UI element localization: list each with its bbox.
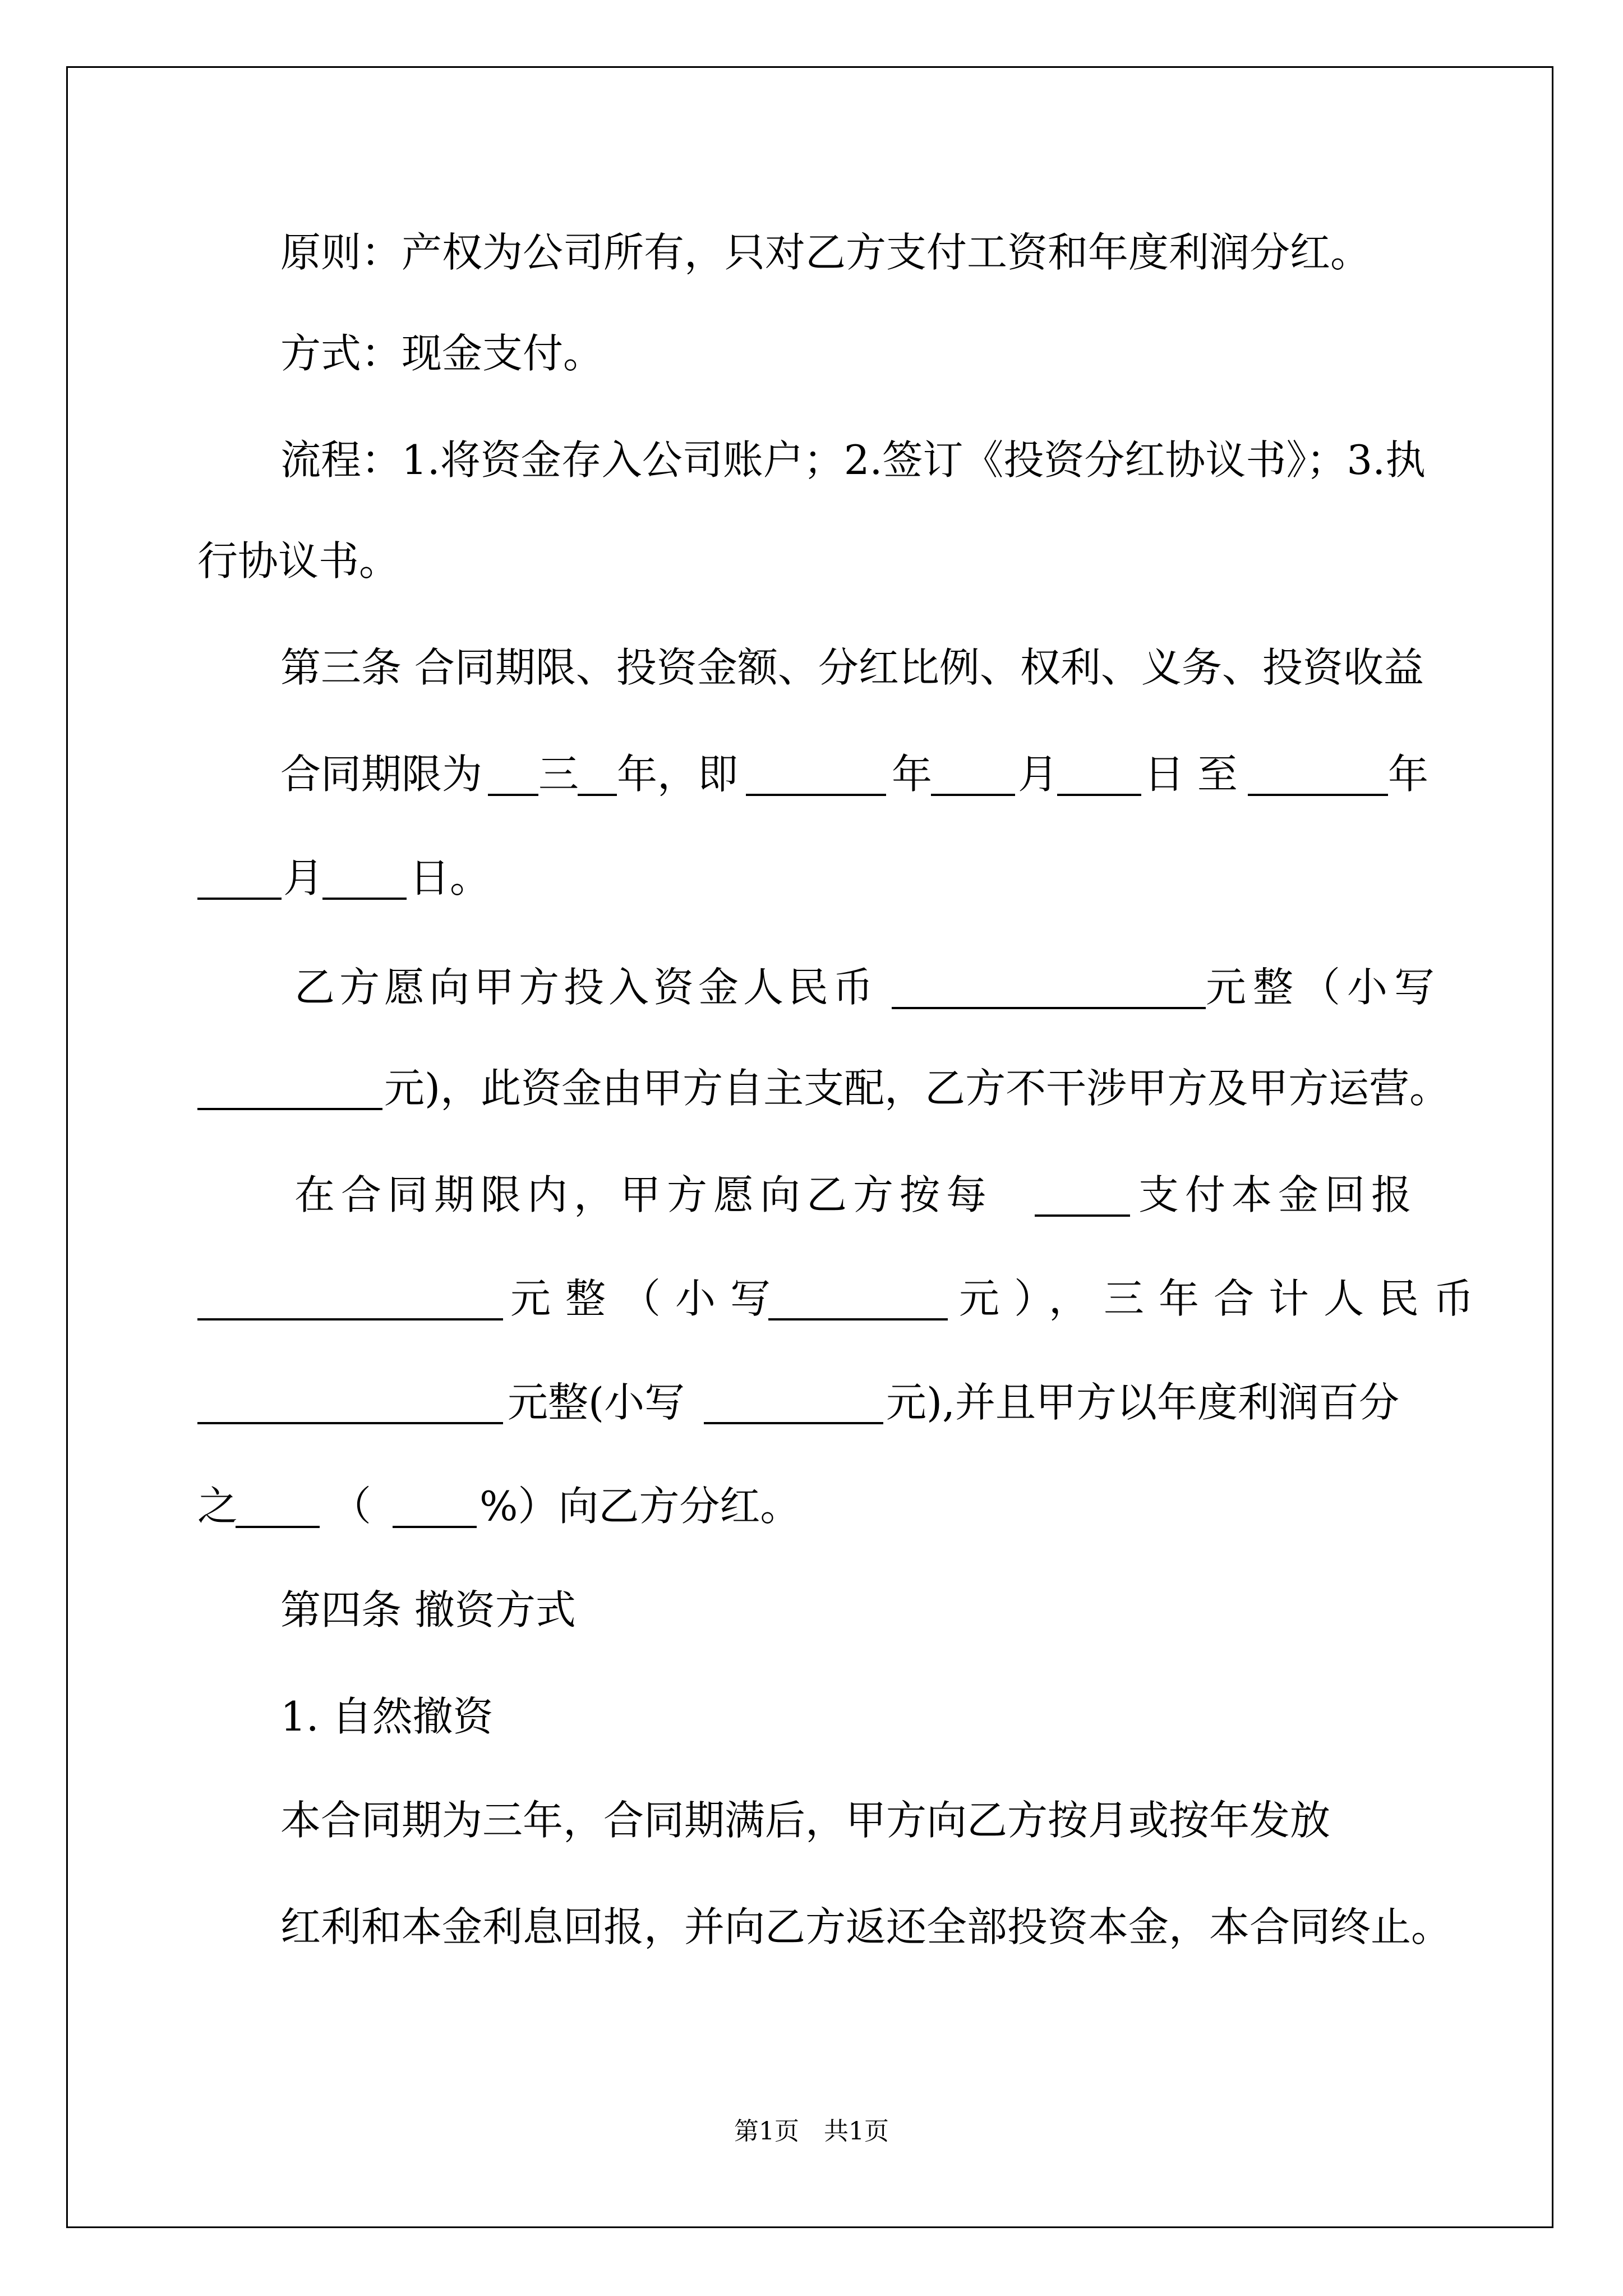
- paragraph-investment: [0, 948, 1623, 1027]
- paragraph-process-cont: [0, 522, 1623, 600]
- blank-underline: [488, 794, 538, 796]
- item-natural-withdrawal: [0, 1677, 1623, 1756]
- blank-underline: [892, 1007, 1206, 1009]
- text-process: 流程：1.将资金存入公司账户；2.签订《投资分红协议书》；3.执: [280, 436, 1426, 484]
- text-investment: 乙方愿向甲方投入资金人民币: [294, 964, 878, 1011]
- blank-underline: [197, 1422, 503, 1424]
- text-day-to: 日 至: [1144, 751, 1238, 798]
- text-process-cont: 行协议书。: [197, 537, 400, 585]
- blank-underline: [1248, 794, 1388, 796]
- text-of: 之: [197, 1483, 238, 1530]
- text-yuan-lowercase: 元整(小写: [508, 1379, 685, 1426]
- text-principle: 原则：产权为公司所有，只对乙方支付工资和年度利润分红。: [280, 229, 1371, 276]
- text-dividend: %）向乙方分红。: [479, 1483, 801, 1530]
- text-total: 元），三年合计人民币: [959, 1275, 1489, 1322]
- paragraph-principle: [0, 213, 1623, 292]
- paragraph-term: [0, 735, 1623, 813]
- text-paren: （: [331, 1483, 372, 1530]
- blank-underline: [768, 1318, 948, 1320]
- paragraph-process: [0, 421, 1623, 499]
- paragraph-investment-cont: [0, 1049, 1623, 1128]
- paragraph-return: [0, 1156, 1623, 1234]
- paragraph-dividend: [0, 1467, 1623, 1545]
- article-three-heading: [0, 628, 1623, 707]
- text-yuan-lowercase: 元整（小写: [510, 1275, 786, 1322]
- page-footer: 第1页 共1页: [734, 2117, 889, 2146]
- text-term-years: 三: [538, 751, 579, 798]
- blank-underline: [578, 794, 617, 796]
- blank-underline: [197, 1318, 503, 1320]
- text-article-three: 第三条 合同期限、投资金额、分红比例、权利、义务、投资收益: [280, 644, 1424, 691]
- blank-underline: [197, 898, 282, 900]
- paragraph-method: [0, 314, 1623, 393]
- text-method: 方式：现金支付。: [280, 330, 604, 377]
- text-term-ie: 年，即: [617, 751, 739, 798]
- text-term-label: 合同期限为: [280, 751, 483, 798]
- text-return-label: 支付本金回报: [1138, 1171, 1418, 1218]
- text-yuan-lowercase: 元整（小写: [1206, 964, 1442, 1011]
- text-natural-withdrawal: 1. 自然撤资: [280, 1693, 494, 1740]
- blank-underline: [931, 794, 1015, 796]
- blank-underline: [393, 1526, 477, 1528]
- text-return: 在合同期限内，甲方愿向乙方按每: [294, 1171, 993, 1218]
- blank-underline: [704, 1422, 883, 1424]
- text-year: 年: [1388, 751, 1429, 798]
- blank-underline: [1057, 794, 1141, 796]
- paragraph-term-end: [0, 1781, 1623, 1860]
- blank-underline: [197, 1108, 382, 1110]
- paragraph-total: [0, 1363, 1623, 1442]
- text-investment-cont: 元)，此资金由甲方自主支配，乙方不干涉甲方及甲方运营。: [384, 1065, 1450, 1112]
- text-article-four: 第四条 撤资方式: [280, 1586, 576, 1634]
- blank-underline: [236, 1526, 320, 1528]
- text-month: 月: [283, 854, 324, 901]
- text-month: 月: [1018, 751, 1059, 798]
- paragraph-return-cont: [0, 1259, 1623, 1338]
- paragraph-term-cont: [0, 839, 1623, 917]
- text-day: 日。: [409, 854, 491, 901]
- blank-underline: [746, 794, 886, 796]
- text-term-end: 本合同期为三年，合同期满后，甲方向乙方按月或按年发放: [280, 1797, 1331, 1844]
- text-year: 年: [892, 751, 933, 798]
- text-termination: 红利和本金利息回报，并向乙方返还全部投资本金，本合同终止。: [280, 1903, 1452, 1950]
- article-four-heading: [0, 1571, 1623, 1649]
- blank-underline: [1035, 1214, 1130, 1217]
- blank-underline: [322, 898, 407, 900]
- paragraph-termination: [0, 1888, 1623, 1966]
- text-profit-percent: 元),并且甲方以年度利润百分: [886, 1379, 1399, 1426]
